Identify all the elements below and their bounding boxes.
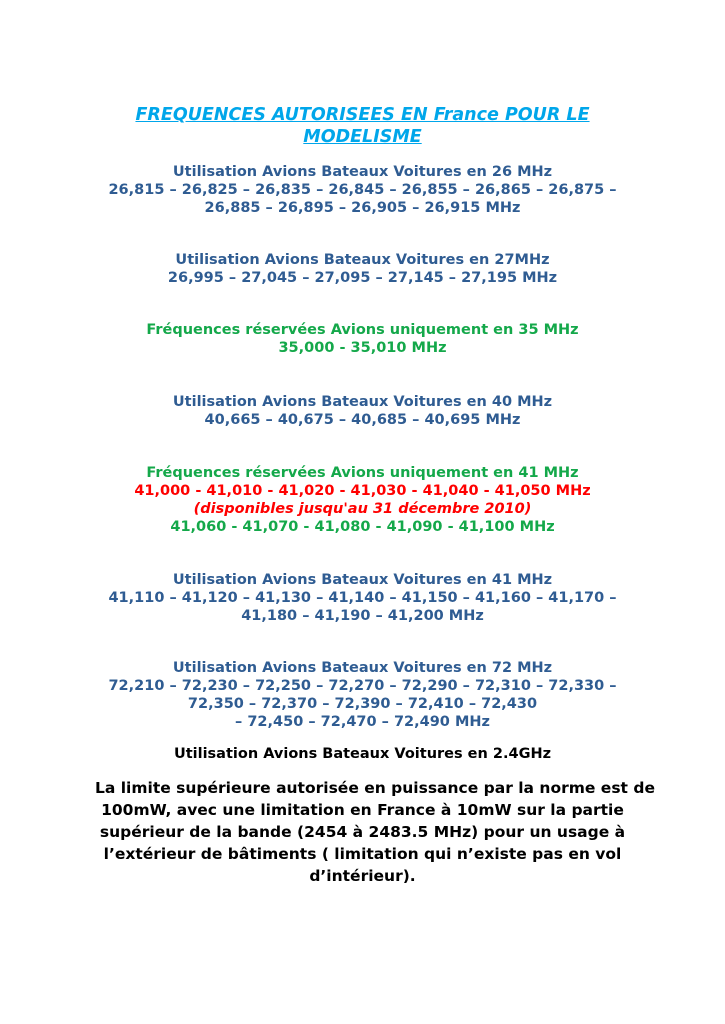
note-line: 100mW, avec une limitation en France à 10mW sur la partie [101,801,624,819]
frequency-line: 26,995 – 27,045 – 27,095 – 27,145 – 27,195 MHz [167,270,558,286]
section-heading: Utilisation Avions Bateaux Voitures en 41 MHz [172,572,553,588]
section-heading: Utilisation Avions Bateaux Voitures en 26 MHz [172,164,553,180]
section-heading: Fréquences réservées Avions uniquement en 35 MHz [146,322,579,338]
section-40mhz [95,393,630,429]
frequency-line-red: 41,000 - 41,010 - 41,020 - 41,030 - 41,040 - 41,050 MHz [134,483,591,499]
section-72mhz [95,659,630,731]
power-limit-note [95,777,655,887]
note-line: l’extérieur de bâtiments ( limitation qui n’existe pas en vol [103,845,622,863]
note-line: supérieur de la bande (2454 à 2483.5 MHz) pour un usage à [99,823,626,841]
section-heading: Utilisation Avions Bateaux Voitures en 27MHz [175,252,550,268]
frequency-line-green: 41,060 - 41,070 - 41,080 - 41,090 - 41,100 MHz [170,519,555,535]
frequency-line: 41,110 – 41,120 – 41,130 – 41,140 – 41,150 – 41,160 – 41,170 – [108,590,617,606]
section-41mhz [95,571,630,625]
frequency-line: 72,350 – 72,370 – 72,390 – 72,410 – 72,430 [187,696,538,712]
frequency-line: 26,885 – 26,895 – 26,905 – 26,915 MHz [204,200,521,216]
frequency-line: 35,000 - 35,010 MHz [278,340,447,356]
availability-note: (disponibles jusqu'au 31 décembre 2010) [193,501,532,517]
section-2-4ghz [95,745,630,763]
note-line: d’intérieur). [309,867,416,885]
section-heading: Utilisation Avions Bateaux Voitures en 72 MHz [172,660,553,676]
frequency-line: 72,210 – 72,230 – 72,250 – 72,270 – 72,290 – 72,310 – 72,330 – [108,678,617,694]
title-line-2: MODELISME [303,127,422,147]
section-heading: Utilisation Avions Bateaux Voitures en 2.4GHz [173,746,552,762]
section-heading: Fréquences réservées Avions uniquement en 41 MHz [146,465,579,481]
section-27mhz [95,251,630,287]
note-line: La limite supérieure autorisée en puissance par la norme est de [95,779,655,797]
section-heading: Utilisation Avions Bateaux Voitures en 40 MHz [172,394,553,410]
title-line-1: FREQUENCES AUTORISEES EN France POUR LE [135,105,590,125]
page-title [95,104,630,148]
section-26mhz [95,163,630,217]
frequency-line: 40,665 – 40,675 – 40,685 – 40,695 MHz [204,412,521,428]
frequency-line: 26,815 – 26,825 – 26,835 – 26,845 – 26,855 – 26,865 – 26,875 – [108,182,617,198]
frequency-line: – 72,450 – 72,470 – 72,490 MHz [235,714,490,730]
section-41mhz-reserved [95,464,630,536]
frequency-line: 41,180 – 41,190 – 41,200 MHz [241,608,484,624]
section-35mhz [95,321,630,357]
